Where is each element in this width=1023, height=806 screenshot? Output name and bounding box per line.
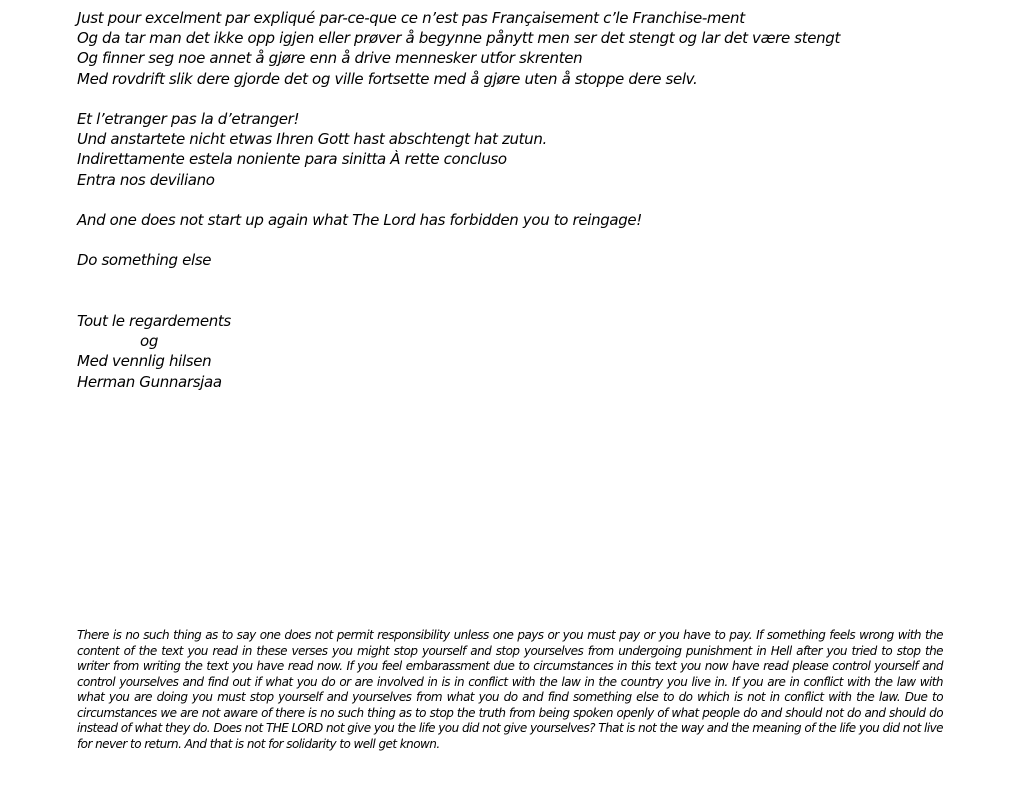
- letter-body: [77, 8, 1007, 392]
- stanza1-line-2: Og da tar man det ikke opp igjen eller prøver å begynne pånytt men ser det stengt og lar det være stengt: [77, 29, 840, 48]
- do-something-else-line: Do something else: [77, 251, 212, 270]
- footnote-paragraph: There is no such thing as to say one does not permit responsibility unless one pays or you must pay or you have to pay. If something feels wrong with the content of the text you read in these verses you might stop yourself and stop yourselves from undergoing punishment in Hell after you tried to stop the writer from writing the text you have read now. If you feel embarassment due to circumstances in this text you now have read please control yourself and control yourselves and find out if what you do or are involved in is in conflict with the law in the country you live in. If you are in conflict with the law with what you are doing you must stop yourself and yourselves from what you do and find something else to do which is not in conflict with the law. Due to circumstances we are not aware of there is no such thing as to stop the truth from being spoken openly of what people do and should not do and should do instead of what they do. Does not THE LORD not give you the life you did not give yourselves? That is not the way and the meaning of the life you did not live for never to return. And that is not for solidarity to well get known.: [77, 628, 943, 751]
- stanza2-line-2: Und anstartete nicht etwas Ihren Gott hast abschtengt hat zutun.: [77, 130, 547, 149]
- stanza1-line-1: Just pour excelment par expliqué par-ce-que ce n’est pas Françaisement c’le Franchise-ment: [77, 9, 745, 27]
- stanza-spacer: [77, 89, 1007, 109]
- stanza2-line-4: Entra nos deviliano: [77, 170, 215, 189]
- closing-hilsen: Med vennlig hilsen: [77, 352, 212, 371]
- closing-regards: Tout le regardements: [77, 311, 231, 330]
- stanza2-line-1: Et l’etranger pas la d’etranger!: [77, 110, 300, 128]
- stanza1-line-3: Og finner seg noe annet å gjøre enn å drive mennesker utfor skrenten: [77, 49, 583, 68]
- signature-name: Herman Gunnarsjaa: [77, 372, 222, 391]
- stanza-spacer: [77, 190, 1007, 210]
- stanza2-line-3: Indirettamente estela noniente para sinitta À rette concluso: [77, 150, 507, 169]
- stanza1-line-4: Med rovdrift slik dere gjorde det og ville fortsette med å gjøre uten å stoppe dere selv.: [77, 69, 698, 88]
- stanza-spacer: [77, 271, 1007, 311]
- stanza-spacer: [77, 230, 1007, 250]
- english-line: And one does not start up again what The Lord has forbidden you to reingage!: [77, 211, 642, 229]
- closing-og: og: [140, 332, 158, 351]
